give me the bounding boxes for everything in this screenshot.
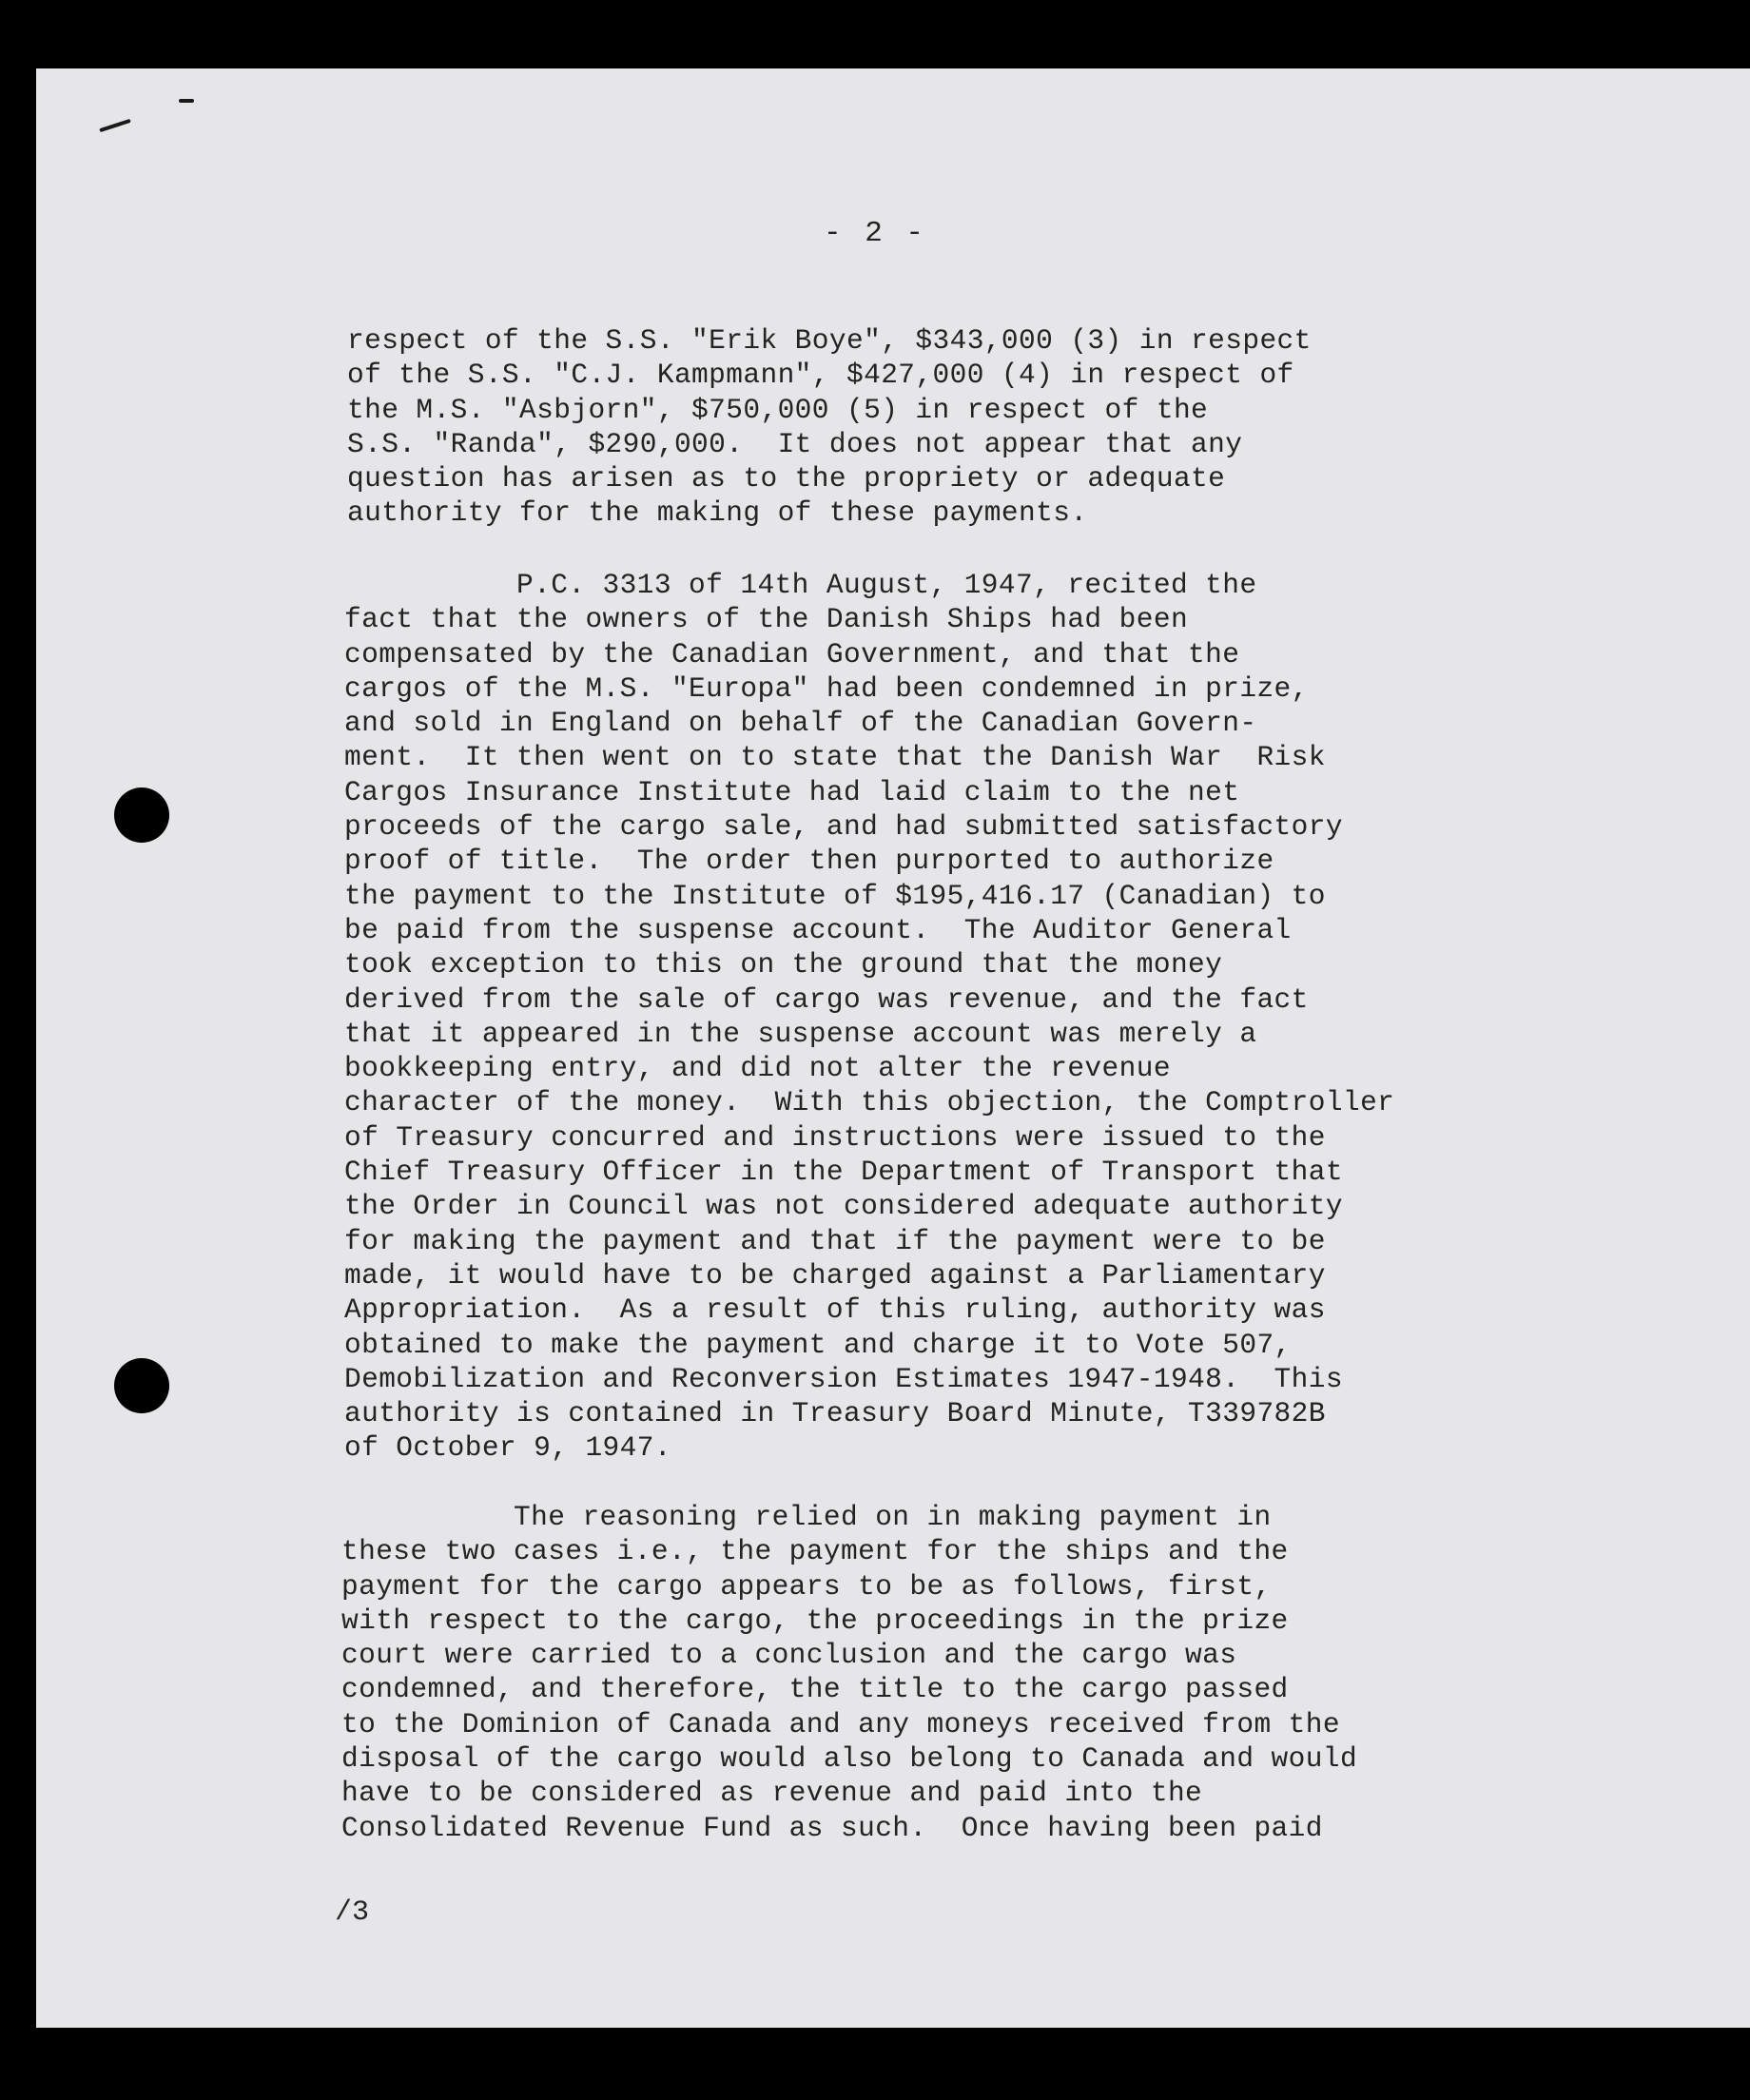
text-line: derived from the sale of cargo was revenue, and the fact xyxy=(344,982,1309,1016)
text-line: the Order in Council was not considered adequate authority xyxy=(344,1190,1343,1223)
text-line: Chief Treasury Officer in the Department of Transport that xyxy=(344,1156,1343,1189)
paragraph-2 xyxy=(344,568,1394,1466)
text-line: bookkeeping entry, and did not alter the revenue xyxy=(344,1052,1171,1085)
paragraph-1 xyxy=(347,323,1312,531)
text-line: authority is contained in Treasury Board Minute, T339782B xyxy=(344,1397,1326,1430)
text-line: Cargos Insurance Institute had laid claim to the net xyxy=(344,775,1240,808)
text-line: disposal of the cargo would also belong to Canada and would xyxy=(341,1742,1358,1776)
text-line: obtained to make the payment and charge it to Vote 507, xyxy=(344,1328,1292,1361)
text-line: these two cases i.e., the payment for the ships and the xyxy=(341,1535,1289,1568)
text-line: P.C. 3313 of 14th August, 1947, recited the xyxy=(344,569,1257,601)
text-line: and sold in England on behalf of the Canadian Govern- xyxy=(344,707,1257,740)
text-line: Consolidated Revenue Fund as such. Once having been paid xyxy=(341,1811,1323,1844)
text-line: proof of title. The order then purported to authorize xyxy=(344,845,1274,878)
text-line: payment for the cargo appears to be as follows, first, xyxy=(341,1569,1272,1603)
text-line: authority for the making of these payments. xyxy=(347,496,1088,530)
text-line: S.S. "Randa", $290,000. It does not appear that any xyxy=(347,427,1243,460)
punch-hole xyxy=(114,788,169,843)
text-line: court were carried to a conclusion and the cargo was xyxy=(341,1639,1237,1672)
text-line: question has arisen as to the propriety or adequate xyxy=(347,462,1226,496)
stray-ink-mark xyxy=(179,99,194,103)
text-line: compensated by the Canadian Government, and that the xyxy=(344,637,1240,671)
text-line: The reasoning relied on in making payment in xyxy=(341,1501,1272,1533)
text-line: the payment to the Institute of $195,416.17 (Canadian) to xyxy=(344,879,1326,912)
text-line: for making the payment and that if the payment were to be xyxy=(344,1224,1326,1257)
next-page-marker: /3 xyxy=(335,1896,370,1929)
paragraph-3 xyxy=(341,1500,1357,1845)
text-line: character of the money. With this objection, the Comptroller xyxy=(344,1086,1395,1119)
text-line: ment. It then went on to state that the Danish War Risk xyxy=(344,741,1326,774)
text-line: to the Dominion of Canada and any moneys received from the xyxy=(341,1707,1340,1740)
page-number: - 2 - xyxy=(823,217,926,250)
text-line: Demobilization and Reconversion Estimates 1947-1948. This xyxy=(344,1362,1343,1395)
text-line: made, it would have to be charged against a Parliamentary xyxy=(344,1258,1326,1292)
text-line: fact that the owners of the Danish Ships had been xyxy=(344,603,1189,636)
text-line: Appropriation. As a result of this ruling, authority was xyxy=(344,1293,1326,1327)
text-line: the M.S. "Asbjorn", $750,000 (5) in respect of the xyxy=(347,393,1209,426)
text-line: of Treasury concurred and instructions were issued to the xyxy=(344,1120,1326,1154)
text-line: of the S.S. "C.J. Kampmann", $427,000 (4) in respect of xyxy=(347,359,1294,392)
text-line: of October 9, 1947. xyxy=(344,1431,671,1465)
text-line: condemned, and therefore, the title to the cargo passed xyxy=(341,1673,1289,1706)
text-line: proceeds of the cargo sale, and had submitted satisfactory xyxy=(344,810,1343,844)
text-line: respect of the S.S. "Erik Boye", $343,000 (3) in respect xyxy=(347,324,1312,357)
text-line: took exception to this on the ground that the money xyxy=(344,948,1223,982)
text-line: with respect to the cargo, the proceedings in the prize xyxy=(341,1604,1289,1637)
text-line: be paid from the suspense account. The Auditor General xyxy=(344,913,1292,946)
text-line: have to be considered as revenue and paid into the xyxy=(341,1777,1203,1810)
text-line: cargos of the M.S. "Europa" had been condemned in prize, xyxy=(344,671,1309,705)
text-line: that it appeared in the suspense account was merely a xyxy=(344,1017,1257,1050)
punch-hole xyxy=(114,1358,169,1413)
